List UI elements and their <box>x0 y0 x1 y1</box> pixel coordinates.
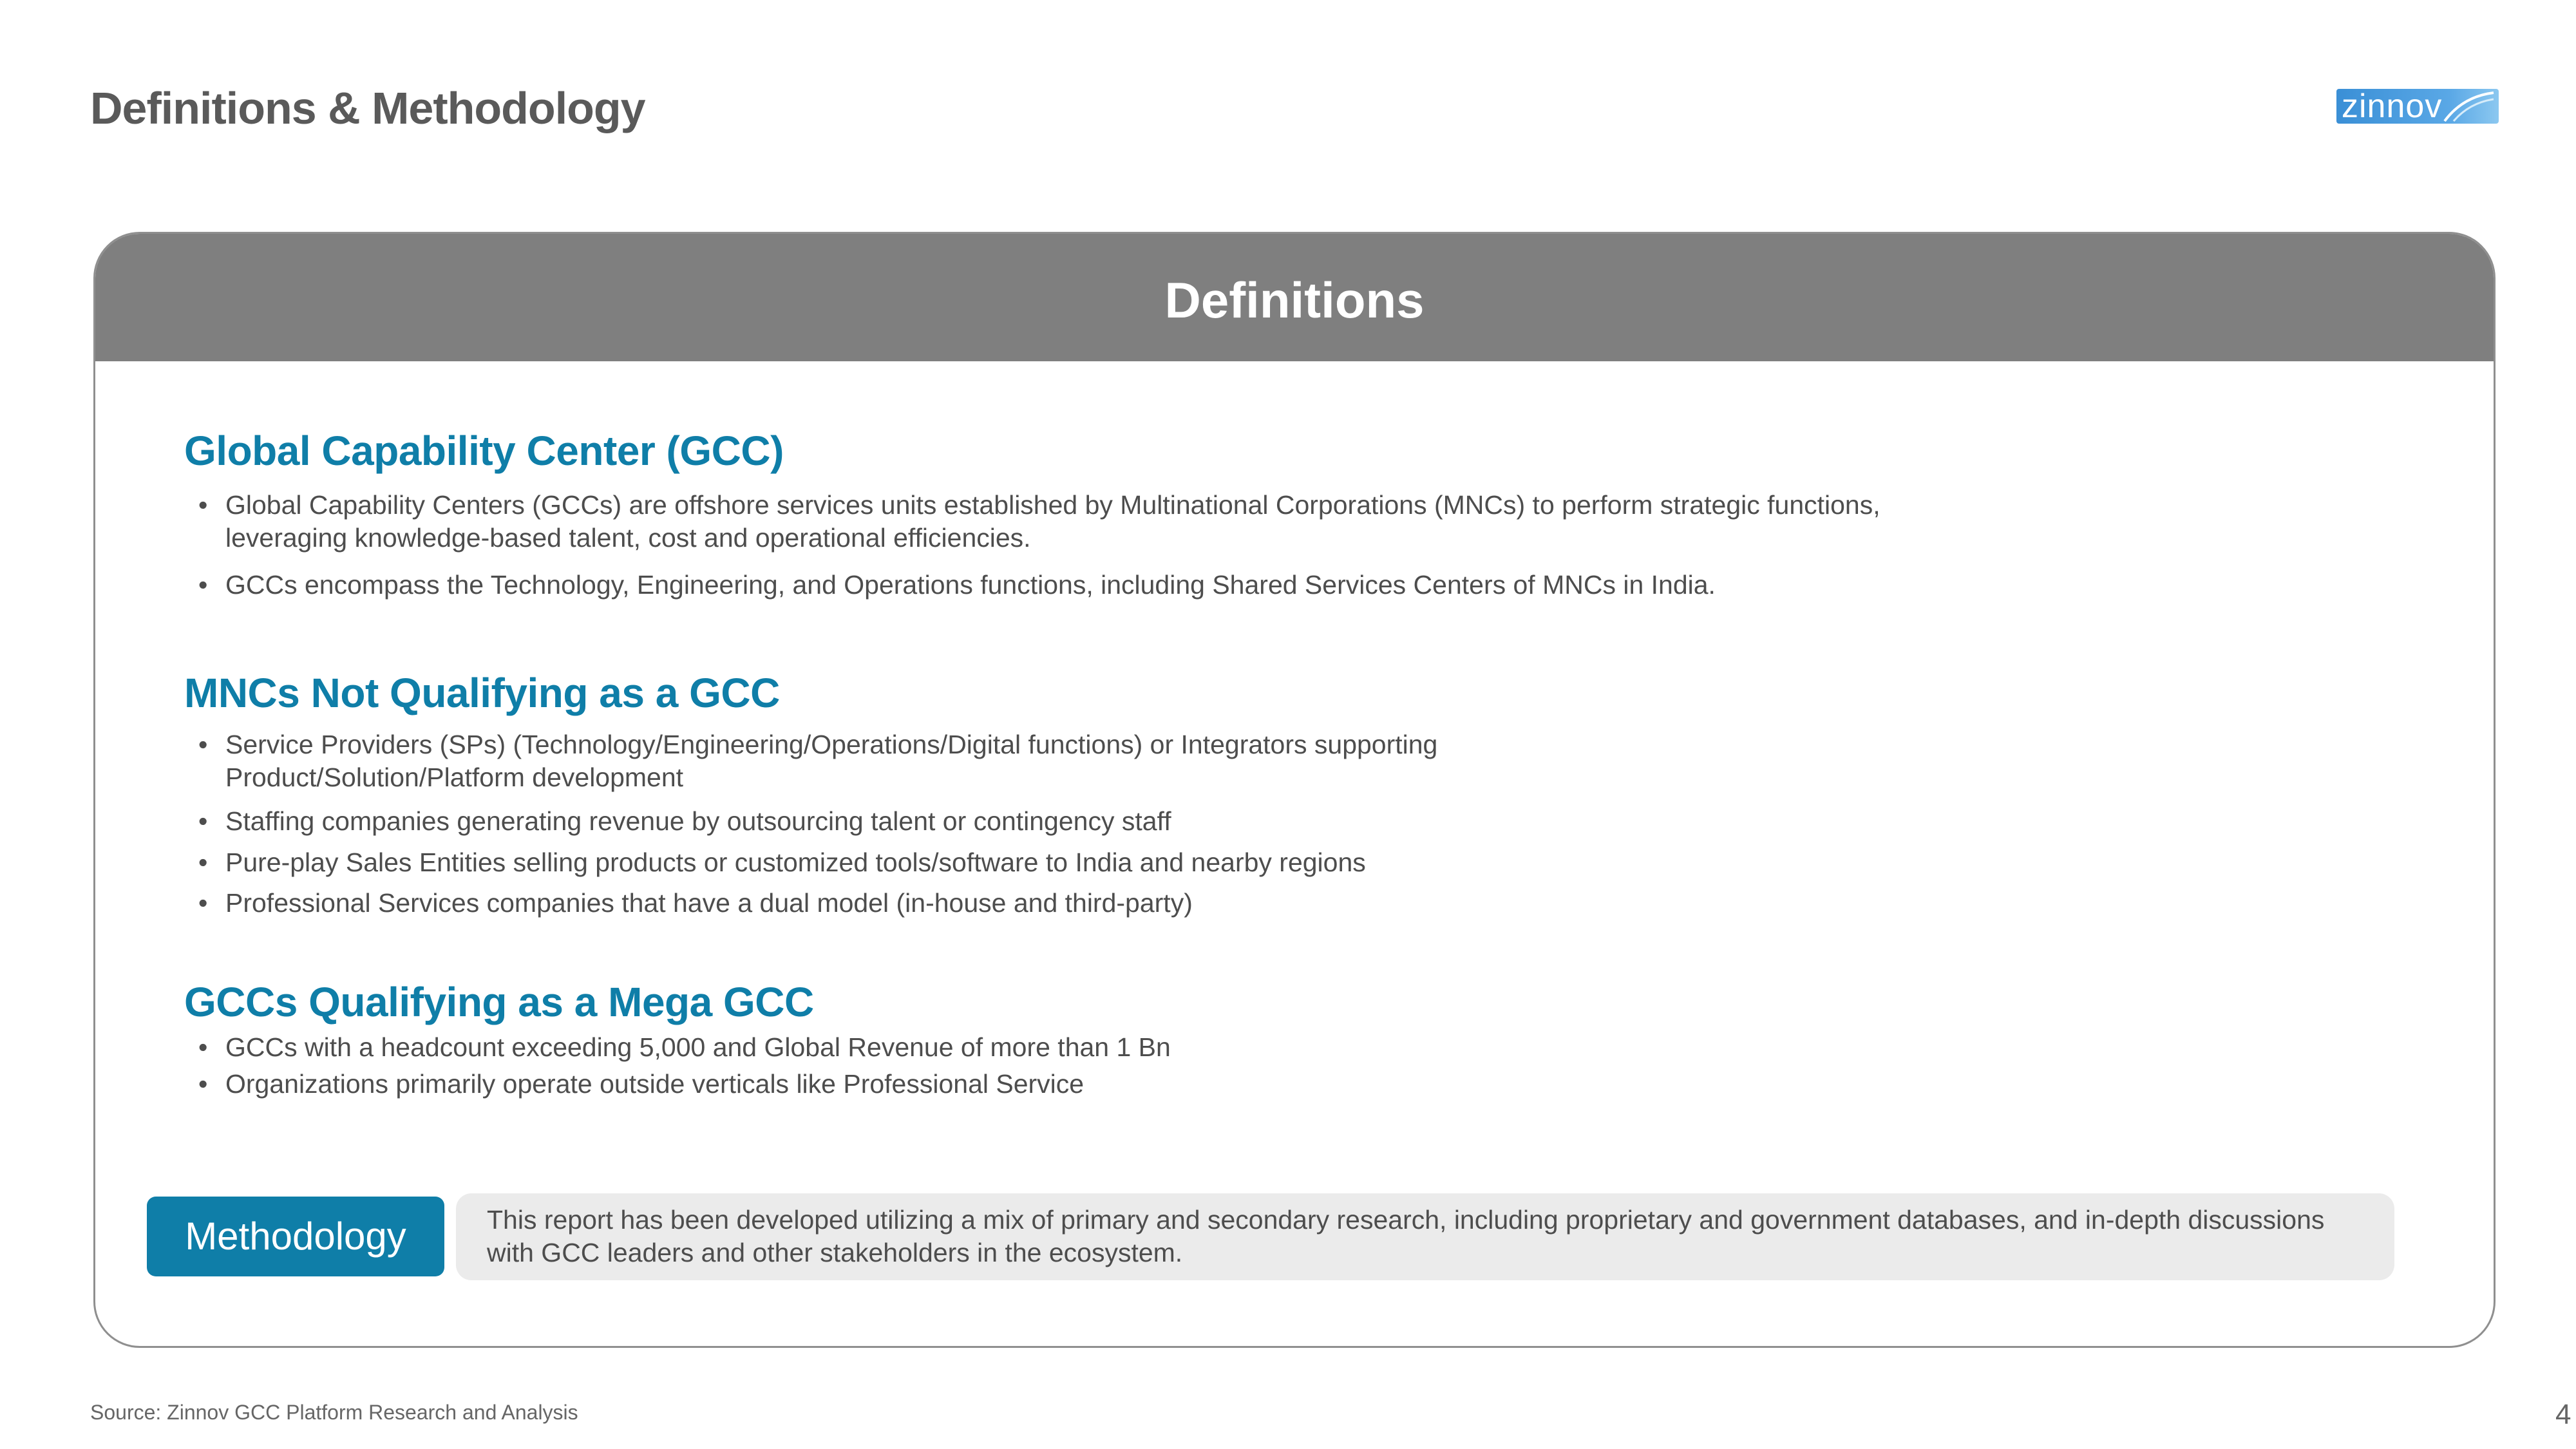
list-item: • GCCs encompass the Technology, Engineering, and Operations functions, including Shared Services Centers of MNCs in India. <box>184 569 1884 601</box>
section-mega-gcc <box>184 978 1730 1101</box>
methodology-label: Methodology <box>147 1197 444 1276</box>
bullet-list <box>184 1031 1730 1101</box>
page-title: Definitions & Methodology <box>90 83 645 133</box>
logo-swoosh-icon <box>2443 90 2495 122</box>
section-heading: GCCs Qualifying as a Mega GCC <box>184 979 814 1025</box>
section-mnc-not-qualifying <box>184 669 1627 920</box>
section-heading: Global Capability Center (GCC) <box>184 428 784 474</box>
list-item: • Staffing companies generating revenue by outsourcing talent or contingency staff <box>184 805 1627 838</box>
methodology-box <box>456 1193 2394 1280</box>
list-item: • Professional Services companies that have a dual model (in-house and third-party) <box>184 887 1627 920</box>
bullet-list <box>184 489 1884 601</box>
section-heading: MNCs Not Qualifying as a GCC <box>184 670 780 716</box>
list-item: • Service Providers (SPs) (Technology/Engineering/Operations/Digital functions) or Integrators supporting Product/Solution/Platform development <box>184 728 1627 794</box>
panel-header <box>95 234 2494 361</box>
section-gcc <box>184 427 1884 601</box>
methodology-text: This report has been developed utilizing a mix of primary and secondary research, including proprietary and government databases, and in-depth discussions with GCC leaders and other stakeholders in the ecosystem. <box>487 1205 2325 1267</box>
list-item: • Pure-play Sales Entities selling products or customized tools/software to India and nearby regions <box>184 846 1627 879</box>
logo-text: zinnov <box>2342 88 2443 125</box>
list-item: • Organizations primarily operate outside verticals like Professional Service <box>184 1068 1730 1101</box>
list-item: • GCCs with a headcount exceeding 5,000 and Global Revenue of more than 1 Bn <box>184 1031 1730 1064</box>
page-number: 4 <box>2555 1399 2571 1430</box>
panel-header-title: Definitions <box>1164 272 1425 328</box>
bullet-list <box>184 728 1627 920</box>
list-item: • Global Capability Centers (GCCs) are offshore services units established by Multinational Corporations (MNCs) to perform strategic functions, leveraging knowledge-based talent, cost and operational efficiencies. <box>184 489 1884 554</box>
definitions-panel <box>93 232 2496 1348</box>
source-note: Source: Zinnov GCC Platform Research and Analysis <box>90 1401 578 1424</box>
zinnov-logo <box>2336 89 2499 124</box>
